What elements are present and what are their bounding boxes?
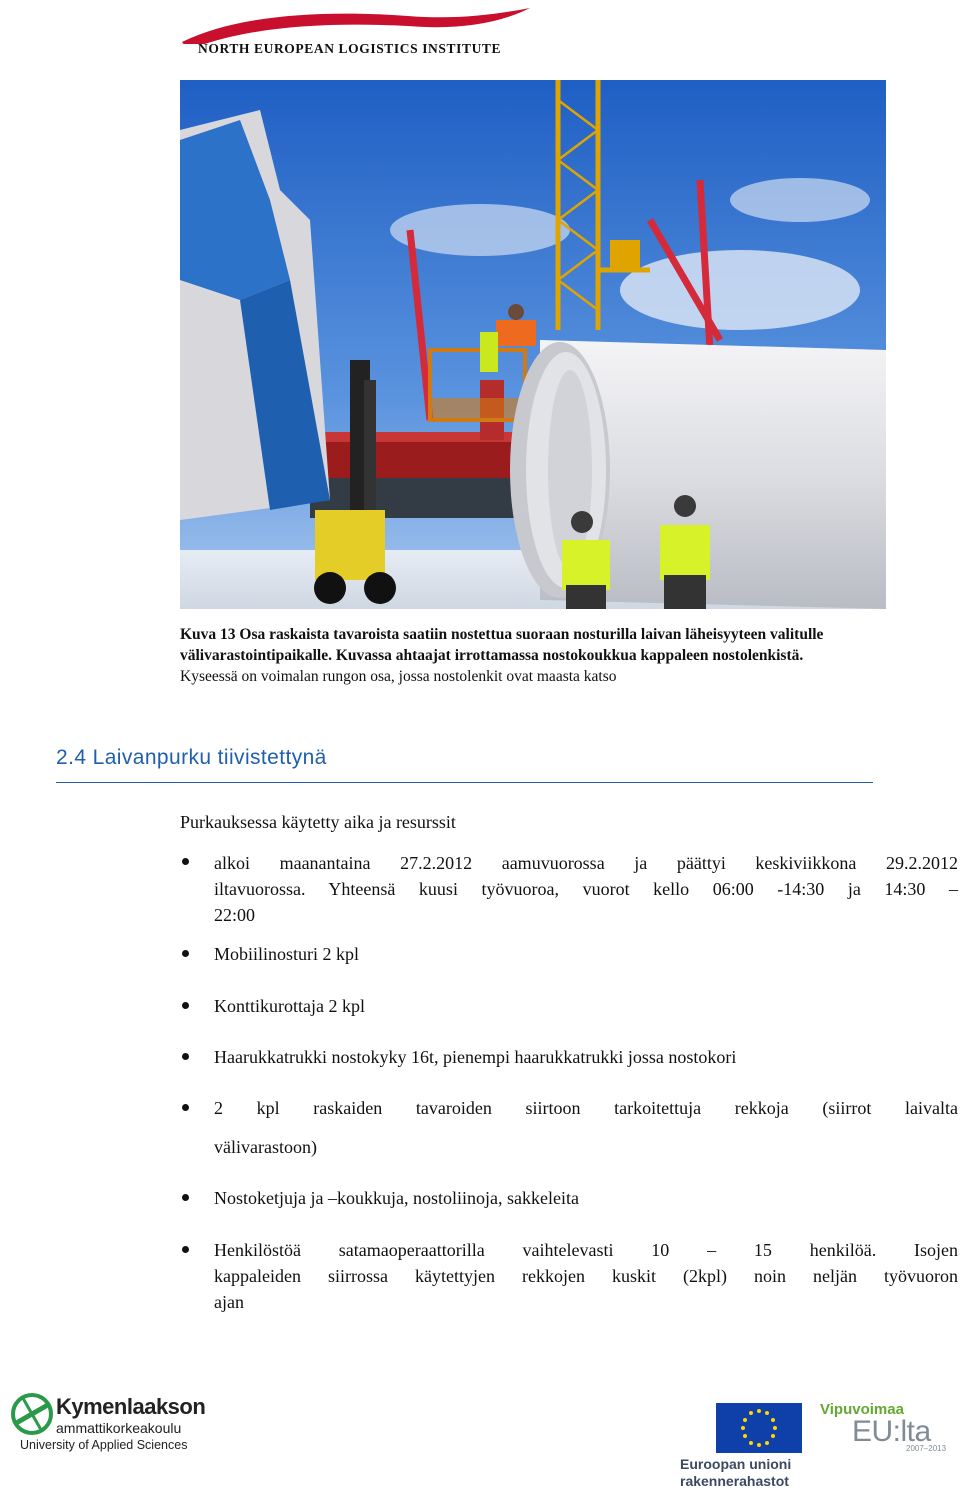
- list-item-line: kappaleiden siirrossa käytettyjen rekkojen kuskit (2kpl) noin neljän työvuoron: [214, 1266, 958, 1286]
- list-item: [214, 941, 958, 967]
- list-item-line: Henkilöstöä satamaoperaattorilla vaihtelevasti 10 – 15 henkilöä. Isojen: [214, 1240, 958, 1260]
- eu-subtext: rakennerahastot: [680, 1473, 789, 1489]
- heading-rule: [56, 782, 873, 783]
- vipuvoimaa-logo: [818, 1401, 954, 1457]
- list-item: [214, 1095, 958, 1160]
- list-item-line: ajan: [214, 1292, 244, 1312]
- swoosh-icon: [178, 4, 538, 44]
- eu-flag-icon: [716, 1403, 802, 1453]
- list-item-line: Haarukkatrukki nostokyky 16t, pienempi haarukkatrukki jossa nostokori: [214, 1047, 737, 1067]
- list-item-line: iltavuorossa. Yhteensä kuusi työvuoroa, vuorot kello 06:00 -14:30 ja 14:30 –: [214, 879, 958, 899]
- eu-text: Euroopan unioni: [680, 1456, 792, 1472]
- institute-name: NORTH EUROPEAN LOGISTICS INSTITUTE: [198, 41, 502, 56]
- vipuvoimaa-eulta: EU:lta: [852, 1415, 931, 1448]
- caption-line: Kyseessä on voimalan rungon osa, jossa nostolenkit ovat maasta katso: [180, 668, 617, 685]
- section-heading: 2.4 Laivanpurku tiivistettynä: [56, 746, 327, 769]
- bullet-icon: [182, 1194, 189, 1201]
- kyamk-logo: [10, 1392, 206, 1456]
- kyamk-subtitle: ammattikorkeakoulu: [56, 1420, 182, 1436]
- kyamk-name: Kymenlaakson: [56, 1394, 206, 1419]
- bullet-icon: [182, 858, 189, 865]
- caption-line: Kuva 13 Osa raskaista tavaroista saatiin nostettua suoraan nosturilla laivan läheisyyteen valitulle: [180, 626, 824, 643]
- list-item-line: Nostoketjuja ja –koukkuja, nostoliinoja, sakkeleita: [214, 1188, 579, 1208]
- list-item: [214, 1185, 958, 1211]
- bullet-icon: [182, 1246, 189, 1253]
- list-item: [214, 1237, 958, 1315]
- bullet-icon: [182, 950, 189, 957]
- figure-caption: [180, 624, 960, 687]
- caption-line: välivarastointipaikalle. Kuvassa ahtaajat irrottamassa nostokoukkua kappaleen nostolenkistä.: [180, 647, 804, 664]
- list-item: [214, 993, 958, 1019]
- nel-logo: [178, 4, 538, 60]
- list-item-line: välivarastoon): [214, 1137, 317, 1157]
- kyamk-emblem-icon: [10, 1392, 54, 1436]
- list-item-line: Konttikurottaja 2 kpl: [214, 996, 365, 1016]
- list-item-line: alkoi maanantaina 27.2.2012 aamuvuorossa ja päättyi keskiviikkona 29.2.2012: [214, 853, 958, 873]
- kyamk-english: University of Applied Sciences: [20, 1438, 188, 1452]
- bullet-icon: [182, 1053, 189, 1060]
- bullet-icon: [182, 1002, 189, 1009]
- vipuvoimaa-title: Vipuvoimaa: [820, 1401, 904, 1418]
- list-item: [214, 1044, 958, 1070]
- port-photo: [180, 80, 886, 609]
- list-item: [214, 850, 958, 928]
- bullet-icon: [182, 1104, 189, 1111]
- section-intro: Purkauksessa käytetty aika ja resurssit: [180, 812, 456, 832]
- vipuvoimaa-years: 2007–2013: [906, 1444, 947, 1453]
- list-item-line: 22:00: [214, 905, 256, 925]
- list-item-line: 2 kpl raskaiden tavaroiden siirtoon tarkoitettuja rekkoja (siirrot laivalta: [214, 1098, 958, 1118]
- list-item-line: Mobiilinosturi 2 kpl: [214, 944, 360, 964]
